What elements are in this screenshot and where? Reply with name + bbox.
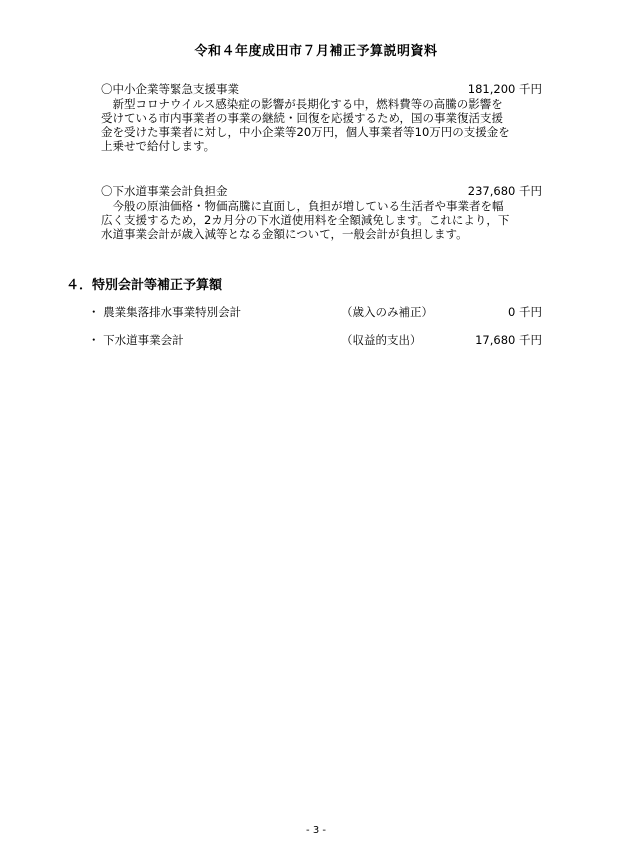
budget-item-amount: 237,680 千円	[467, 184, 542, 198]
budget-item-label: 〇中小企業等緊急支援事業	[101, 82, 239, 96]
description-line: 水道事業会計が歳入減等となる金額について，一般会計が負担します。	[101, 227, 468, 241]
special-account-row	[88, 304, 542, 318]
section-heading: ４．特別会計等補正予算額	[66, 278, 223, 293]
special-account-row	[88, 332, 542, 346]
description-line: 広く支援するため，2カ月分の下水道使用料を全額減免します。これにより，下	[101, 213, 510, 227]
budget-item-label: 〇下水道事業会計負担金	[101, 184, 228, 198]
description-line: 上乗せで給付します。	[101, 139, 216, 153]
description-line: 今般の原油価格・物価高騰に直面し，負担が増している生活者や事業者を幅	[101, 199, 504, 213]
description-line: 受けている市内事業者の事業の継続・回復を応援するため，国の事業復活支援	[101, 111, 504, 125]
budget-item-description	[101, 97, 551, 153]
budget-item-description	[101, 199, 551, 241]
account-amount: 17,680 千円	[475, 333, 542, 347]
account-type: （収益的支出）	[341, 333, 422, 347]
description-line: 新型コロナウイルス感染症の影響が長期化する中，燃料費等の高騰の影響を	[101, 97, 503, 111]
account-amount: 0 千円	[508, 305, 542, 319]
page-title: 令和４年度成田市７月補正予算説明資料	[194, 44, 438, 59]
page-number: - 3 -	[306, 825, 326, 836]
account-type: （歳入のみ補正）	[341, 305, 433, 319]
account-name: ・ 農業集落排水事業特別会計	[88, 305, 242, 319]
account-name: ・ 下水道事業会計	[88, 333, 184, 347]
budget-item-amount: 181,200 千円	[467, 82, 542, 96]
description-line: 金を受けた事業者に対し，中小企業等20万円，個人事業者等10万円の支援金を	[101, 125, 510, 139]
